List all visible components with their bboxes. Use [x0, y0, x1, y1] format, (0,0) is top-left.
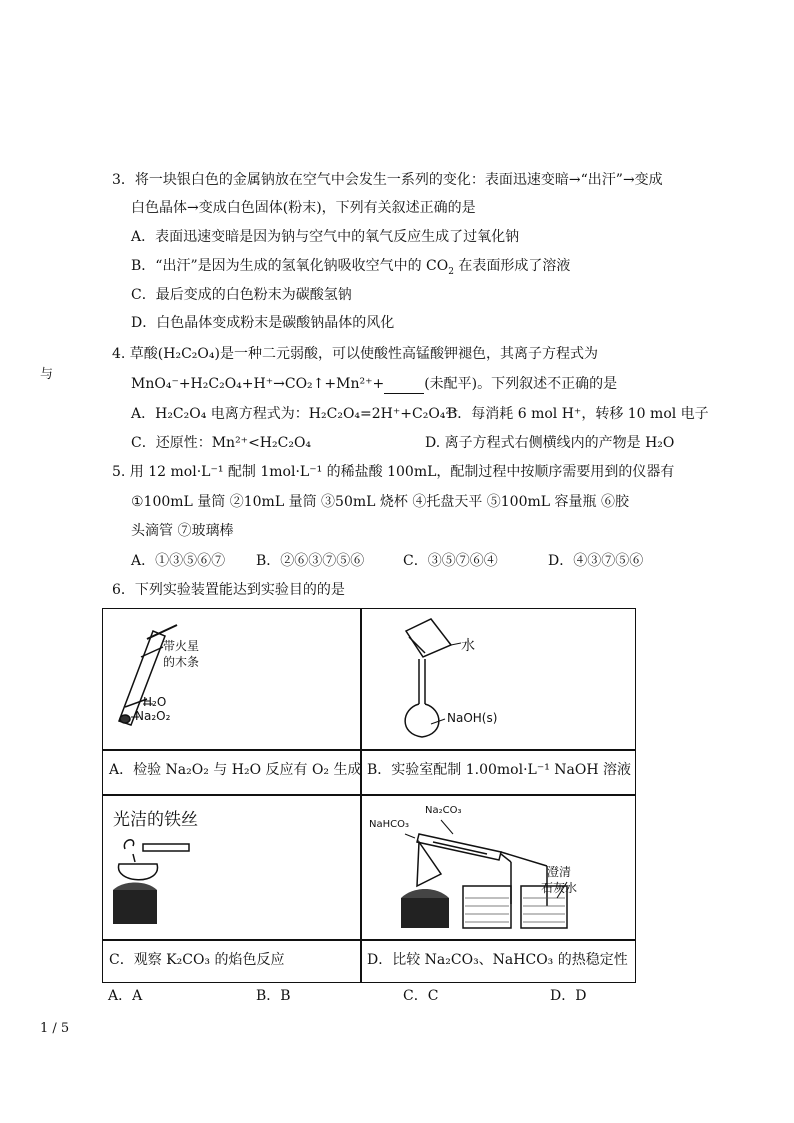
- q3-option-a[interactable]: A．表面迅速变暗是因为钠与空气中的氧气反应生成了过氧化钠: [131, 229, 520, 245]
- cell-d-label-nahco3: NaHCO₃: [369, 819, 409, 830]
- q4-option-b[interactable]: B．每消耗 6 mol H⁺，转移 10 mol 电子: [447, 406, 709, 422]
- cell-c-flame-test-diagram: [103, 794, 359, 939]
- cell-b-label-water: 水: [461, 638, 475, 654]
- cell-b-volumetric-flask-diagram: [361, 609, 636, 749]
- cell-d-label-limewater: 石灰水: [541, 881, 578, 895]
- q3-option-c[interactable]: C．最后变成的白色粉末为碳酸氢钠: [131, 287, 352, 303]
- q6-option-d[interactable]: D．D: [550, 988, 587, 1004]
- cell-a-test-tube-diagram: [103, 609, 359, 749]
- cell-d-label-na2co3: Na₂CO₃: [425, 805, 462, 816]
- q4-stem-line1: 4. 草酸(H₂C₂O₄)是一种二元弱酸，可以使酸性高锰酸钾褪色，其离子方程式为: [112, 346, 598, 362]
- q6-option-b[interactable]: B．B: [256, 988, 291, 1004]
- page-number: 1 / 5: [40, 1021, 70, 1036]
- cell-d-label-clear: 澄清: [547, 865, 572, 879]
- q4-equation-right: (未配平)。下列叙述不正确的是: [424, 376, 618, 392]
- q3-option-b[interactable]: [131, 256, 570, 282]
- q6-apparatus-table: [102, 608, 636, 983]
- cell-a-label-splint1: 带火星: [163, 639, 200, 653]
- q4-equation-blank: [384, 379, 424, 394]
- cell-a-caption: A．检验 Na₂O₂ 与 H₂O 反应有 O₂ 生成: [109, 762, 362, 778]
- q3-option-b-post: 在表面形成了溶液: [453, 258, 571, 274]
- cell-a-label-splint2: 的木条: [163, 655, 200, 669]
- cell-c-label-wire: 光洁的铁丝: [113, 810, 198, 830]
- cell-b-label-naoh: NaOH(s): [447, 711, 498, 725]
- table-divider-1: [103, 749, 635, 751]
- cell-a-label-na2o2: Na₂O₂: [135, 709, 171, 723]
- q5-option-b[interactable]: B．②⑥③⑦⑤⑥: [256, 553, 365, 569]
- q4-equation-left: MnO₄⁻+H₂C₂O₄+H⁺→CO₂↑+Mn²⁺+: [131, 376, 385, 392]
- cell-b-caption: B．实验室配制 1.00mol·L⁻¹ NaOH 溶液: [367, 762, 632, 778]
- q3-stem-line2: 白色晶体→变成白色固体(粉末)，下列有关叙述正确的是: [131, 200, 476, 216]
- q5-stem-line3: 头滴管 ⑦玻璃棒: [131, 523, 234, 539]
- q4-equation: [131, 374, 617, 394]
- q4-option-a[interactable]: A．H₂C₂O₄ 电离方程式为：H₂C₂O₄=2H⁺+C₂O₄²⁻: [131, 406, 459, 422]
- q5-stem-line2: ①100mL 量筒 ②10mL 量筒 ③50mL 烧杯 ④托盘天平 ⑤100mL 容量瓶 ⑥胶: [131, 494, 629, 510]
- cell-d-caption: D．比较 Na₂CO₃、NaHCO₃ 的热稳定性: [367, 952, 628, 968]
- q3-option-d[interactable]: D．白色晶体变成粉末是碳酸钠晶体的风化: [131, 315, 395, 331]
- q5-option-d[interactable]: D．④③⑦⑤⑥: [548, 553, 644, 569]
- table-divider-3: [103, 939, 635, 941]
- cell-c-caption: C．观察 K₂CO₃ 的焰色反应: [109, 952, 285, 968]
- q6-stem: 6．下列实验装置能达到实验目的的是: [112, 582, 345, 598]
- q4-option-d[interactable]: D. 离子方程式右侧横线内的产物是 H₂O: [425, 435, 675, 451]
- q3-option-b-sub: 2: [448, 266, 454, 277]
- q3-option-b-pre: B．“出汗”是因为生成的氢氧化钠吸收空气中的 CO: [131, 258, 449, 274]
- cell-a-label-water: H₂O: [143, 695, 167, 709]
- q3-stem-line1: 3．将一块银白色的金属钠放在空气中会发生一系列的变化：表面迅速变暗→“出汗”→变成: [112, 172, 663, 188]
- q5-option-c[interactable]: C．③⑤⑦⑥④: [403, 553, 498, 569]
- q6-option-a[interactable]: A．A: [108, 988, 143, 1004]
- q6-option-c[interactable]: C．C: [403, 988, 439, 1004]
- q5-option-a[interactable]: A．①③⑤⑥⑦: [131, 553, 226, 569]
- q5-stem-line1: 5. 用 12 mol·L⁻¹ 配制 1mol·L⁻¹ 的稀盐酸 100mL，配制过程中按顺序需要用到的仪器有: [112, 464, 675, 480]
- cell-d-thermal-stability-diagram: [361, 794, 636, 939]
- q4-option-c[interactable]: C．还原性：Mn²⁺<H₂C₂O₄: [131, 435, 312, 451]
- margin-char: 与: [40, 367, 54, 382]
